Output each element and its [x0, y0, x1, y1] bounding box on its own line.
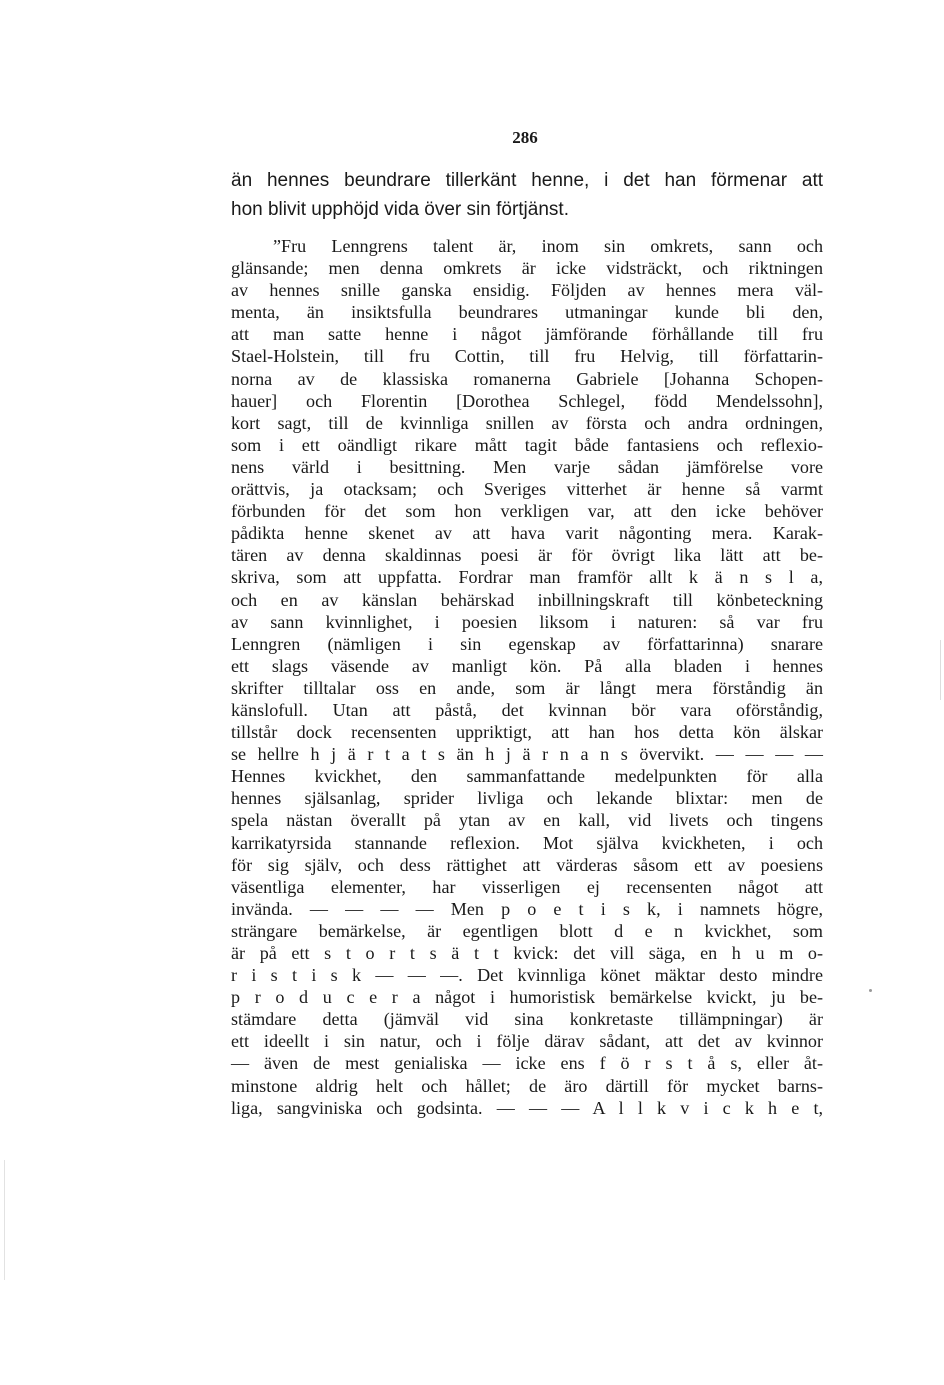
text-line: se hellre h j ä r t a t s än h j ä r n a n s övervikt. — — — —: [231, 744, 823, 765]
text-line: tillstår dock recensenten uppriktigt, att han hos detta kön älskar: [231, 722, 823, 743]
text-line: än hennes beundrare tillerkänt henne, i det han förmenar att: [231, 170, 823, 191]
text-line: hauer] och Florentin [Dorothea Schlegel, född Mendelssohn],: [231, 390, 823, 411]
text-line: karrikatyrsida stannande reflexion. Mot själva kvickheten, i och: [231, 832, 823, 853]
text-line: för sig själv, och dess rättighet att värderas såsom ett av poesiens: [231, 854, 823, 875]
scan-speck: [869, 989, 872, 992]
text-line: Stael-Holstein, till fru Cottin, till fru Helvig, till författarin-: [231, 346, 823, 367]
page-number: 286: [512, 128, 538, 147]
text-line: av sann kvinnlighet, i poesien liksom i naturen: så var fru: [231, 611, 823, 632]
scan-edge-mark: [4, 1160, 5, 1280]
text-line: — även de mest genialiska — icke ens f ö r s t å s, eller åt-: [231, 1053, 823, 1074]
text-line: pådikta henne skenet av att hava varit någonting mera. Karak-: [231, 523, 823, 544]
text-line: strängare bemärkelse, är egentligen blott d e n kvickhet, som: [231, 920, 823, 941]
text-line: hon blivit upphöjd vida över sin förtjänst.: [231, 199, 569, 220]
text-line: skrifter tilltalar oss en ande, som är långt mera förståndig än: [231, 677, 823, 698]
text-line: och en av känslan behärskad inbillningskraft till könbeteckning: [231, 589, 823, 610]
text-line: hennes själsanlag, sprider livliga och lekande blixtar: men de: [231, 788, 823, 809]
text-line: väsentliga elementer, har visserligen ej recensenten något att: [231, 876, 823, 897]
text-line: ett ideellt i sin natur, och i följe därav sådant, att det av kvinnor: [231, 1031, 823, 1052]
text-line: är på ett s t o r t s ä t t kvick: det vill säga, en h u m o-: [231, 943, 823, 963]
text-line: norna av de klassiska romanerna Gabriele [Johanna Schopen-: [231, 368, 823, 389]
text-line: menta, än insiktsfulla beundrares utmaningar kunde bli den,: [231, 302, 823, 323]
text-line: orättvis, ja otacksam; och Sveriges vitterhet är henne så varmt: [231, 479, 823, 500]
scan-edge-mark: [940, 640, 941, 700]
text-line: ett slags väsende av manligt kön. På alla bladen i hennes: [231, 655, 823, 676]
text-line: nens värld i besittning. Men varje sådan jämförelse vore: [231, 456, 823, 477]
text-line: invända. — — — — Men p o e t i s k, i namnets högre,: [231, 898, 823, 919]
text-line: kort sagt, till de kvinnliga snillen av första och andra ordningen,: [231, 412, 823, 433]
text-line: Hennes kvickhet, den sammanfattande medelpunkten för alla: [231, 766, 823, 787]
text-line: som i ett oändligt rikare mått tagit både fantasiens och reflexio-: [231, 434, 823, 455]
text-line: glänsande; men denna omkrets är icke vidsträckt, och riktningen: [231, 258, 823, 279]
text-line: spela nästan överallt på ytan av en kall, vid livets och tingens: [231, 810, 823, 831]
text-line: minstone aldrig helt och hållet; de äro därtill för mycket barns-: [231, 1075, 823, 1096]
text-line: p r o d u c e r a något i humoristisk bemärkelse kvickt, ju be-: [231, 987, 823, 1008]
text-line: liga, sangviniska och godsinta. — — — A l l k v i c k h e t,: [231, 1097, 823, 1118]
text-line: skriva, som att uppfatta. Fordrar man framför allt k ä n s l a,: [231, 567, 823, 588]
text-line: r i s t i s k — — —. Det kvinnliga könet mäktar desto mindre: [231, 965, 823, 986]
text-line: av hennes snille ganska ensidig. Följden av hennes mera väl-: [231, 280, 823, 301]
text-line: Lenngren (nämligen i sin egenskap av författarinna) snarare: [231, 633, 823, 654]
intro-paragraph: [231, 166, 823, 224]
text-line: ”Fru Lenngrens talent är, inom sin omkrets, sann och: [273, 236, 823, 256]
text-line: stämdare detta (jämväl vid sina konkretaste tillämpningar) är: [231, 1009, 823, 1030]
text-line: att man satte henne i något jämförande förhållande till fru: [231, 324, 823, 345]
quoted-review: [231, 235, 823, 1119]
text-line: förbunden för det som hon verkligen var, att den icke behöver: [231, 501, 823, 522]
text-line: känslofull. Utan att påstå, det kvinnan bör vara oförståndig,: [231, 699, 823, 720]
text-line: tären av denna skaldinnas poesi är för övrigt lika lätt att be-: [231, 545, 823, 566]
